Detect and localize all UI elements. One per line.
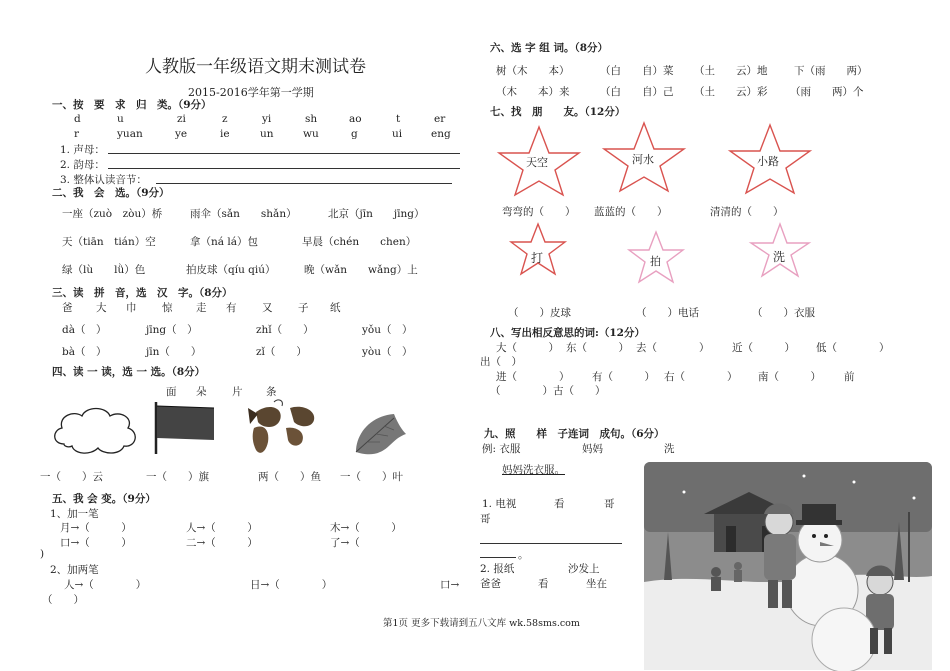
word-choice[interactable]: （白 自）菜 (600, 65, 674, 77)
sentence-period: 。 (518, 549, 529, 561)
char-option: 巾 (126, 302, 137, 314)
page-title: 人教版一年级语文期末测试卷 (145, 57, 366, 77)
pinyin-blank[interactable]: bà（ ） (62, 346, 107, 358)
char-option: 又 (262, 302, 273, 314)
char-option: 有 (226, 302, 237, 314)
phrase-blank[interactable]: 蓝蓝的（ ） (594, 206, 668, 218)
item-syllables-label: 3. 整体认读音节： (60, 174, 147, 186)
section-1-heading: 一、按 要 求 归 类。（9分） (52, 99, 212, 111)
pinyin-item: z (222, 113, 228, 125)
pinyin-blank[interactable]: dà（ ） (62, 324, 107, 336)
stroke-blank-tail[interactable]: （ ） (42, 594, 84, 606)
sub-heading: 1、加一笔 (50, 508, 99, 520)
phrase-blank[interactable]: （ ）皮球 (508, 307, 571, 319)
pinyin-item: ie (220, 128, 230, 140)
section-9-heading: 九、照 样 子连词 成句。（6分） (484, 428, 665, 440)
leaf-image (350, 408, 410, 458)
sentence-word: 哥 (480, 513, 491, 525)
pinyin-blank[interactable]: zhǐ（ ） (256, 324, 314, 336)
measure-blank[interactable]: 一（ ）云 (40, 471, 103, 483)
antonym-blank[interactable]: 去（ ） (636, 342, 710, 354)
pinyin-item: r (74, 128, 80, 140)
star-word: 拍 (650, 255, 661, 268)
section-4-heading: 四、读 一 读，选 一 选。（8分） (52, 366, 206, 378)
sentence-word: 看 (554, 498, 565, 510)
choice-item: 天（tiān tián）空 (62, 236, 156, 248)
char-option: 大 (96, 302, 107, 314)
answer-line[interactable] (108, 153, 460, 154)
example-word: 洗 (664, 443, 675, 455)
pinyin-item: d (74, 113, 81, 125)
word-choice[interactable]: 树（木 本） (496, 65, 570, 77)
pinyin-item: zi (177, 113, 186, 125)
word-choice[interactable]: （雨 两）个 (790, 86, 864, 98)
measure-blank[interactable]: 一（ ）叶 (340, 471, 403, 483)
flag-image (152, 400, 218, 456)
example-sentence: 妈妈洗衣服。 (502, 464, 565, 476)
word-choice[interactable]: （木 本）来 (496, 86, 570, 98)
sentence-word: 1. 电视 (482, 498, 517, 510)
phrase-blank[interactable]: （ ）衣服 (752, 307, 815, 319)
page-footer: 第1页 更多下载请到五八文库 wk.58sms.com (383, 618, 580, 629)
snowman-illustration (644, 462, 932, 670)
pinyin-item: sh (305, 113, 318, 125)
stroke-blank[interactable]: 口→ (440, 579, 460, 591)
sentence-word: 坐在 (586, 578, 607, 590)
stroke-blank[interactable]: 月→（ ） (60, 522, 132, 534)
pinyin-item: un (260, 128, 274, 140)
choice-item: 拍皮球（qíu qiú） (186, 264, 276, 276)
pinyin-blank[interactable]: zǐ（ ） (256, 346, 307, 358)
stroke-blank[interactable]: 二→（ ） (186, 537, 258, 549)
choice-item: 早晨（chén chen） (302, 236, 417, 248)
choice-item: 晚（wǎn wǎng）上 (304, 264, 418, 276)
star-word: 天空 (526, 156, 548, 169)
section-2-heading: 二、我 会 选。（9分） (52, 187, 170, 199)
measure-blank[interactable]: 一（ ）旗 (146, 471, 209, 483)
star-word: 洗 (773, 250, 786, 264)
pinyin-item: ui (392, 128, 403, 140)
char-option: 惊 (162, 302, 173, 314)
item-initials-label: 1. 声母： (60, 144, 105, 156)
antonym-blank[interactable]: 南（ ） (758, 371, 821, 383)
antonym-blank[interactable]: （ ）古（ ） (490, 385, 606, 397)
pinyin-blank[interactable]: yǒu（ ） (362, 324, 413, 336)
pinyin-blank[interactable]: jīn（ ） (146, 346, 202, 358)
section-8-heading: 八、写出相反意思的词:（12分） (490, 327, 645, 339)
pinyin-item: g (351, 128, 358, 140)
section-5-heading: 五、我 会 变。（9分） (52, 493, 156, 505)
star-word: 河水 (632, 153, 654, 166)
choice-item: 一座（zuò zòu）桥 (62, 208, 163, 220)
antonym-blank[interactable]: 大（ ） (496, 342, 559, 354)
stroke-blank[interactable]: 口→（ ） (60, 537, 132, 549)
pinyin-blank[interactable]: yòu（ ） (362, 346, 413, 358)
pinyin-blank[interactable]: jīng（ ） (146, 324, 198, 336)
stroke-blank[interactable]: 人→（ ） (186, 522, 258, 534)
measure-word: 条 (266, 386, 277, 398)
stroke-blank[interactable]: 人→（ ） (64, 579, 147, 591)
pinyin-item: eng (431, 128, 451, 140)
pinyin-item: u (117, 113, 124, 125)
char-option: 纸 (330, 302, 341, 314)
pinyin-item: wu (303, 128, 319, 140)
antonym-blank[interactable]: 近（ ） (732, 342, 795, 354)
pinyin-item: yi (262, 113, 272, 125)
antonym-word: 前 (844, 371, 855, 383)
phrase-blank[interactable]: （ ）电话 (636, 307, 699, 319)
example-label: 例: 衣服 (482, 443, 521, 455)
pinyin-item: ao (349, 113, 362, 125)
sub-heading: 2、加两笔 (50, 564, 99, 576)
section-7-heading: 七、找 朋 友。（12分） (490, 106, 626, 118)
pinyin-item: yuan (117, 128, 143, 140)
section-6-heading: 六、选 字 组 词。（8分） (490, 42, 609, 54)
antonym-blank[interactable]: 右（ ） (664, 371, 738, 383)
sentence-word: 爸爸 (480, 578, 501, 590)
measure-word: 朵 (196, 386, 207, 398)
char-option: 子 (298, 302, 309, 314)
page-subtitle: 2015-2016学年第一学期 (188, 86, 314, 99)
antonym-blank[interactable]: 出（ ） (480, 356, 522, 368)
star-word: 小路 (757, 155, 779, 168)
sentence-word: 哥 (604, 498, 615, 510)
answer-line[interactable] (156, 183, 452, 184)
measure-word: 面 (166, 386, 177, 398)
choice-item: 雨伞（sǎn shǎn） (190, 208, 297, 220)
sentence-word: 2. 报纸 (480, 563, 515, 575)
char-option: 走 (196, 302, 207, 314)
choice-item: 北京（jīn jīng） (328, 208, 425, 220)
cloud-image (50, 404, 140, 456)
pinyin-item: er (434, 113, 446, 125)
choice-item: 拿（ná lá）包 (190, 236, 258, 248)
char-option: 爸 (62, 302, 73, 314)
stroke-blank[interactable]: 木→（ ） (330, 522, 402, 534)
pinyin-item: ye (175, 128, 188, 140)
stroke-blank[interactable]: 了→（ (330, 537, 392, 549)
antonym-blank[interactable]: 有（ ） (592, 371, 655, 383)
sentence-word: 沙发上 (568, 563, 600, 575)
section-3-heading: 三、读 拼 音，选 汉 字。（8分） (52, 287, 233, 299)
antonym-blank[interactable]: 进（ ） (496, 371, 570, 383)
example-word: 妈妈 (582, 443, 603, 455)
word-choice[interactable]: （土 云）彩 (694, 86, 768, 98)
antonym-blank[interactable]: 低（ ） (816, 342, 890, 354)
phrase-blank[interactable]: 清清的（ ） (710, 206, 784, 218)
stroke-blank[interactable]: 日→（ ） (250, 579, 333, 591)
sentence-answer-line[interactable] (480, 543, 622, 544)
pinyin-item: t (396, 113, 401, 125)
fish-image (244, 398, 324, 458)
word-choice[interactable]: 下（雨 两） (794, 65, 868, 77)
item-finals-label: 2. 韵母： (60, 159, 105, 171)
word-choice[interactable]: （土 云）地 (694, 65, 768, 77)
word-choice[interactable]: （白 自）己 (600, 86, 674, 98)
sentence-word: 看 (538, 578, 549, 590)
measure-blank[interactable]: 两（ ）鱼 (258, 471, 321, 483)
stroke-blank-tail: ) (40, 548, 45, 560)
antonym-blank[interactable]: 东（ ） (566, 342, 629, 354)
measure-word: 片 (232, 386, 243, 398)
choice-item: 绿（lù lǜ）色 (62, 264, 146, 276)
phrase-blank[interactable]: 弯弯的（ ） (502, 206, 576, 218)
star-word: 打 (531, 251, 544, 265)
answer-line[interactable] (108, 168, 460, 169)
sentence-answer-line[interactable] (480, 557, 516, 558)
